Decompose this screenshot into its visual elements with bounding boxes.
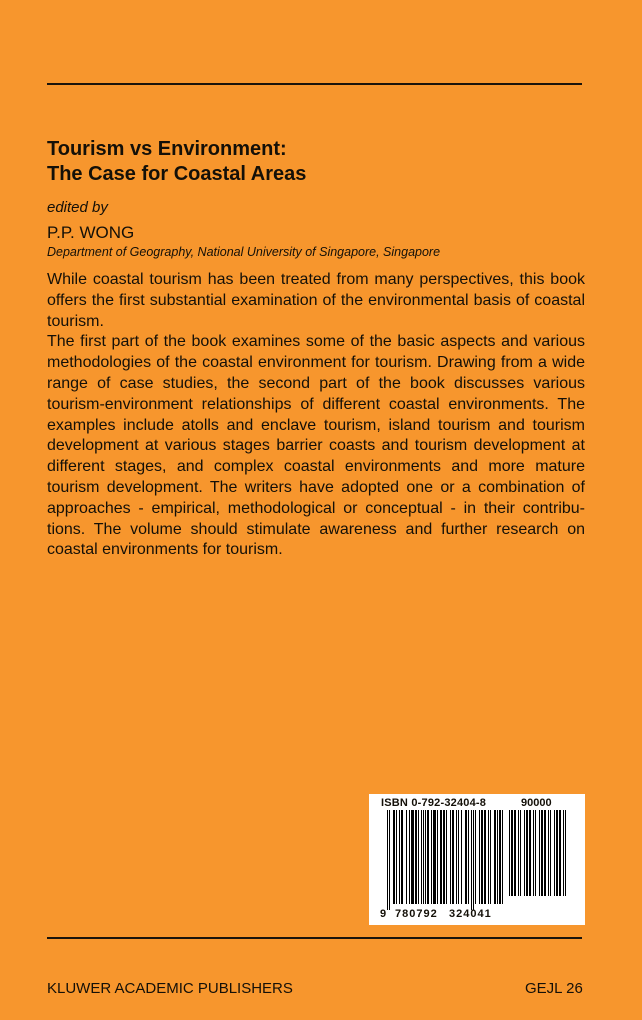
barcode-bar xyxy=(401,810,403,904)
barcode-bar xyxy=(450,810,451,904)
title-line-2: The Case for Coastal Areas xyxy=(47,163,307,185)
barcode-bar xyxy=(497,810,498,904)
title-line-1: Tourism vs Environment: xyxy=(47,138,287,160)
barcode-bar xyxy=(473,810,474,910)
barcode-bar xyxy=(465,810,467,904)
barcode-bar xyxy=(541,810,543,896)
book-title xyxy=(47,137,306,187)
barcode-bar xyxy=(509,810,510,896)
blurb xyxy=(47,270,585,561)
barcode-bar xyxy=(399,810,400,904)
barcode-bar xyxy=(461,810,462,904)
bottom-rule xyxy=(47,937,582,939)
barcode-bar xyxy=(539,810,540,896)
barcode-bar xyxy=(425,810,426,904)
price-code: 90000 xyxy=(521,797,552,809)
barcode-bar xyxy=(433,810,436,904)
barcode-bar xyxy=(411,810,414,904)
barcode-bar xyxy=(458,810,459,904)
barcode-panel xyxy=(369,794,585,925)
barcode-bar xyxy=(514,810,516,896)
barcode-bar xyxy=(511,810,513,896)
ean-first-digit: 9 xyxy=(380,908,387,920)
editor-name: P.P. WONG xyxy=(47,223,135,242)
barcode-bar xyxy=(550,810,551,896)
barcode-bar xyxy=(535,810,536,896)
barcode-bar xyxy=(544,810,546,896)
barcode-bar xyxy=(406,810,407,904)
ean-digits-group-1: 780792 xyxy=(395,908,438,920)
blurb-paragraph-1: While coastal tourism has been treated from many perspectives, this book offers the first substantial examination of the environmental basis of coastal tourism. xyxy=(47,271,585,330)
barcode-bar xyxy=(488,810,489,904)
barcode-bar xyxy=(452,810,454,904)
top-rule xyxy=(47,83,582,85)
barcode-bar xyxy=(520,810,521,896)
barcode-bar xyxy=(554,810,555,896)
barcode-bar xyxy=(409,810,410,904)
barcode-bar xyxy=(524,810,525,896)
barcode-bar xyxy=(389,810,390,910)
ean-digits-group-2: 324041 xyxy=(449,908,492,920)
barcode-bar xyxy=(499,810,501,904)
barcode-bar xyxy=(456,810,457,904)
barcode-bar xyxy=(443,810,445,904)
barcode-bar xyxy=(533,810,534,896)
barcode-bar xyxy=(387,810,388,910)
blurb-paragraph-2: The first part of the book examines some of the basic aspects and various methodologies of the coastal environment for tourism. Drawing from a wide range of case studies, the second part of the book discusses various tourism-environment relationships of different coastal environments. The examples include atolls and enclave tourism, island tourism and tourism development at various stages barrier coasts and tourism development at different stages, and complex coastal environments and more mature tourism development. The writers have adopted one or a combination of approaches - empirical, methodological or conceptual - in their contribu-tions. The volume should stimulate awareness and further research on coastal environments for tourism. xyxy=(47,333,585,559)
barcode-bar xyxy=(556,810,558,896)
edited-by-label: edited by xyxy=(47,199,108,216)
barcode-bar xyxy=(481,810,483,904)
barcode-bar xyxy=(526,810,528,896)
publisher-name: KLUWER ACADEMIC PUBLISHERS xyxy=(47,980,293,997)
barcode-bar xyxy=(490,810,491,904)
isbn-label: ISBN 0-792-32404-8 xyxy=(381,797,487,809)
ean-barcode xyxy=(387,810,503,910)
barcode-bar xyxy=(475,810,476,904)
barcode-bar xyxy=(518,810,519,896)
barcode-bar xyxy=(471,810,472,910)
series-code: GEJL 26 xyxy=(525,980,583,997)
barcode-bar xyxy=(440,810,442,904)
barcode-bar xyxy=(484,810,486,904)
barcode-bar xyxy=(423,810,424,904)
barcode-bar xyxy=(415,810,417,904)
barcode-bar xyxy=(446,810,447,904)
barcode-bar xyxy=(529,810,531,896)
barcode-bar xyxy=(559,810,561,896)
barcode-bar xyxy=(437,810,438,904)
barcode-bar xyxy=(548,810,549,896)
barcode-bar xyxy=(479,810,480,904)
barcode-bar xyxy=(418,810,419,904)
barcode-bar xyxy=(393,810,395,904)
barcode-bar xyxy=(494,810,496,904)
editor-affiliation: Department of Geography, National University of Singapore, Singapore xyxy=(47,245,441,259)
barcode-bar xyxy=(431,810,432,904)
barcode-bar xyxy=(396,810,397,904)
addon-barcode xyxy=(509,810,573,896)
barcode-bar xyxy=(565,810,566,896)
barcode-bar xyxy=(563,810,564,896)
barcode-bar xyxy=(468,810,469,904)
barcode-bar xyxy=(502,810,503,904)
barcode-bar xyxy=(427,810,429,904)
barcode-bar xyxy=(421,810,422,904)
